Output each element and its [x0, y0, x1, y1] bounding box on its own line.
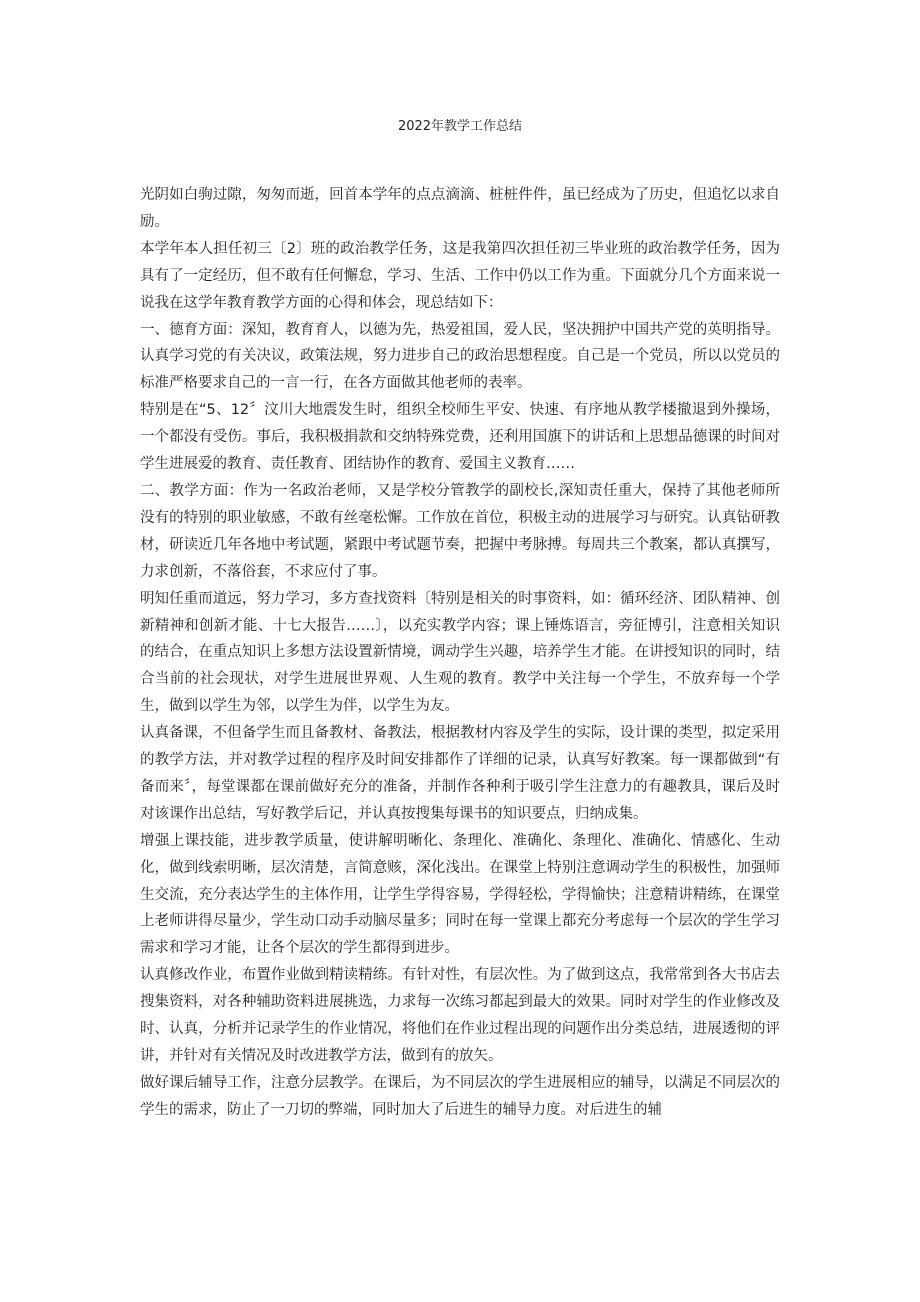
paragraph-lesson-prep: 认真备课，不但备学生而且备教材、备教法，根据教材内容及学生的实际，设计课的类型，拟定采用的教学方法，并对教学过程的程序及时间安排都作了详细的记录，认真写好教案。每一课都做到“有备而来〞，每堂课都在课前做好充分的准备，并制作各种利于吸引学生注意力的有趣教具，课后及时对该课作出总结，写好教学后记，并认真按搜集每课书的知识要点，归纳成集。 — [140, 725, 780, 822]
paragraph-teaching: 二、教学方面：作为一名政治老师，又是学校分管教学的副校长,深知责任重大，保持了其他老师所没有的特别的职业敏感，不敢有丝毫松懈。工作放在首位，积极主动的进展学习与研究。认真钻研教材，研读近几年各地中考试题，紧跟中考试题节奏，把握中考脉搏。每周共三个教案，都认真撰写，力求创新，不落俗套，不求应付了事。 — [140, 482, 780, 580]
paragraph-earthquake: 特别是在“5、12〞汶川大地震发生时，组织全校师生平安、快速、有序地从教学楼撤退到外操场，一个都没有受伤。事后，我积极捐款和交纳特殊党费，还利用国旗下的讲话和上思想品德课的时间对学生进展爱的教育、责任教育、团结协作的教育、爱国主义教育…… — [140, 402, 780, 473]
paragraph-assignment: 本学年本人担任初三〔2〕班的政治教学任务，这是我第四次担任初三毕业班的政治教学任务，因为具有了一定经历，但不敢有任何懈怠，学习、生活、工作中仍以工作为重。下面就分几个方面来说一说我在这学年教育教学方面的心得和体会，现总结如下： — [140, 240, 780, 311]
document-body — [140, 182, 780, 1124]
paragraph-homework: 认真修改作业，布置作业做到精读精练。有针对性，有层次性。为了做到这点，我常常到各大书店去搜集资料，对各种辅助资料进展挑选，力求每一次练习都起到最大的效果。同时对学生的作业修改及时、认真，分析并记录学生的作业情况，将他们在作业过程出现的问题作出分类总结，进展透彻的评讲，并针对有关情况及时改进教学方法，做到有的放矢。 — [140, 967, 780, 1064]
paragraph-class-skills: 增强上课技能，进步教学质量，使讲解明晰化、条理化、准确化、条理化、准确化、情感化、生动化，做到线索明晰，层次清楚，言简意赅，深化浅出。在课堂上特别注意调动学生的积极性，加强师生交流，充分表达学生的主体作用，让学生学得容易，学得轻松，学得愉快；注意精讲精练，在课堂上老师讲得尽量少，学生动口动手动脑尽量多；同时在每一堂课上都充分考虑每一个层次的学生学习需求和学习才能，让各个层次的学生都得到进步。 — [140, 832, 780, 957]
paragraph-intro: 光阴如白驹过隙，匆匆而逝，回首本学年的点点滴滴、桩桩件件，虽已经成为了历史，但追忆以求自励。 — [140, 187, 780, 230]
document-title: 2022年教学工作总结 — [397, 119, 523, 134]
paragraph-moral-education: 一、德育方面：深知，教育育人，以德为先，热爱祖国，爱人民，坚决拥护中国共产党的英明指导。认真学习党的有关决议，政策法规，努力进步自己的政治思想程度。自己是一个党员，所以以党员的标准严格要求自己的一言一行，在各方面做其他老师的表率。 — [140, 321, 780, 392]
paragraph-tutoring: 做好课后辅导工作，注意分层教学。在课后，为不同层次的学生进展相应的辅导，以满足不同层次的学生的需求，防止了一刀切的弊端，同时加大了后进生的辅导力度。对后进生的辅 — [140, 1074, 780, 1118]
paragraph-study-materials: 明知任重而道远，努力学习，多方查找资料〔特别是相关的时事资料，如：循环经济、团队精神、创新精神和创新才能、十七大报告……〕，以充实教学内容；课上锤炼语言，旁征博引，注意相关知识的结合，在重点知识上多想方法设置新情境，调动学生兴趣，培养学生才能。在讲授知识的同时，结合当前的社会现状，对学生进展世界观、人生观的教育。教学中关注每一个学生，不放弃每一个学生，做到以学生为邻，以学生为伴，以学生为友。 — [140, 590, 780, 715]
